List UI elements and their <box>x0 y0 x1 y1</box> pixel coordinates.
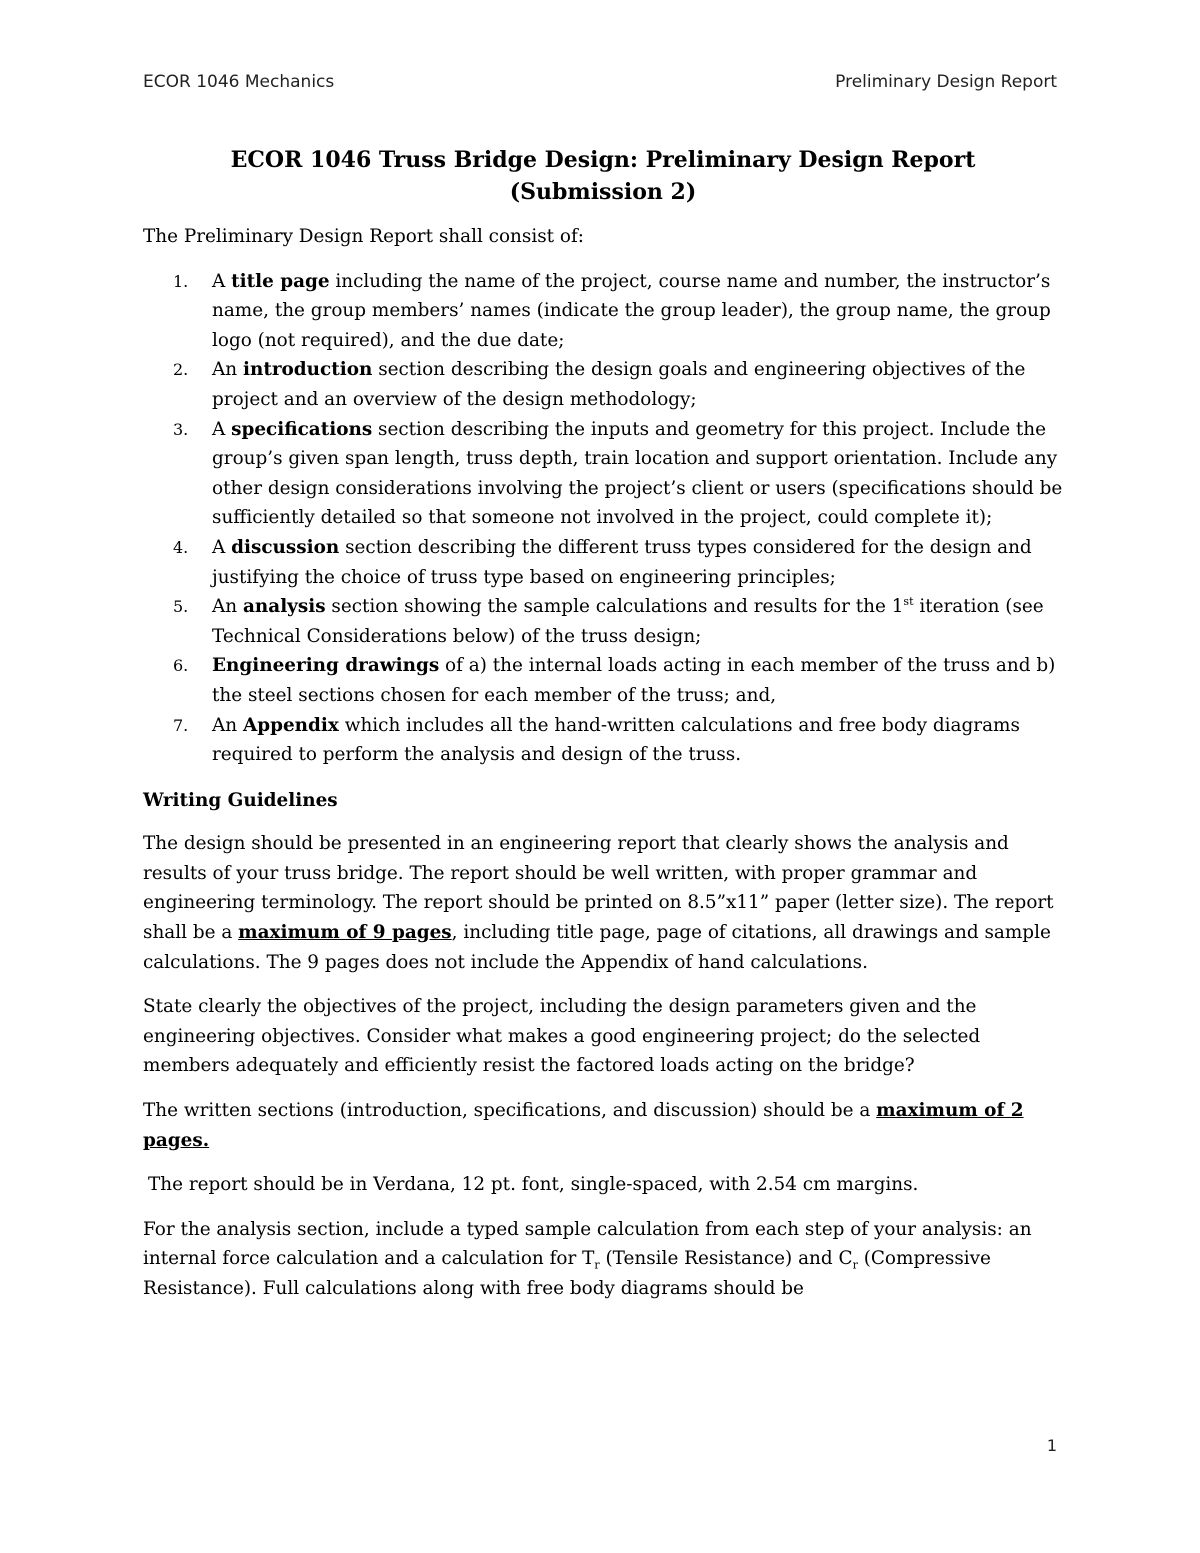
subscript-r: r <box>852 1259 858 1273</box>
requirements-list <box>143 267 1063 770</box>
list-number: 7. <box>173 715 189 735</box>
text-run: (Compressive Resistance). Full calculations along with free body diagrams should be <box>143 1248 991 1299</box>
guidelines-paragraph-3 <box>143 1096 1063 1155</box>
guidelines-paragraph-2: State clearly the objectives of the project, including the design parameters given and the engineering objectives. Consider what makes a good engineering project; do the selected members adequately and efficiently resist the factored loads acting on the bridge? <box>143 996 981 1077</box>
item-keyword: Appendix <box>242 714 339 736</box>
item-text-pre: An <box>212 596 243 618</box>
item-keyword: analysis <box>242 596 326 618</box>
list-number: 3. <box>173 419 189 439</box>
item-text-post: section showing the sample calculations and results for the 1 <box>325 596 904 618</box>
title-line-2: (Submission 2) <box>509 179 697 205</box>
item-text-post: section describing the different truss types considered for the design and justifying the choice of truss type based on engineering principles; <box>212 536 1032 588</box>
text-run: , including title page, page of citations, all drawings and sample calculations. The 9 pages does not include the Appendix of hand calculations. <box>143 922 1051 973</box>
header-course: ECOR 1046 Mechanics <box>143 72 335 92</box>
item-keyword: introduction <box>242 359 373 381</box>
list-number: 5. <box>173 597 189 617</box>
item-text-post: section describing the inputs and geometry for this project. Include the group’s given span length, truss depth, train location and support orientation. Include any other design considerations involving the project’s client or users (specifications should be sufficiently detailed so that someone not involved in the project, could complete it); <box>212 418 1063 529</box>
item-keyword: discussion <box>231 536 340 558</box>
item-text-pre: A <box>212 418 232 440</box>
document-title <box>143 144 1063 208</box>
list-item <box>143 592 1063 651</box>
item-text-pre: A <box>212 536 232 558</box>
item-text-post: including the name of the project, course name and number, the instructor’s name, the group members’ names (indicate the group leader), the group name, the group logo (not required), and the due date; <box>212 270 1051 351</box>
guidelines-paragraph-4: The report should be in Verdana, 12 pt. font, single-spaced, with 2.54 cm margins. <box>148 1174 919 1196</box>
emphasis-max-written-pages: maximum of 2 pages. <box>143 1100 1024 1151</box>
title-line-1: ECOR 1046 Truss Bridge Design: Preliminary Design Report <box>230 147 976 173</box>
text-run: For the analysis section, include a typed sample calculation from each step of your analysis: an internal force calculation and a calculation for T <box>143 1218 1032 1270</box>
list-item <box>143 533 1063 592</box>
item-text-pre: An <box>212 714 243 736</box>
list-item <box>143 355 1063 414</box>
page-number: 1 <box>1046 1436 1057 1455</box>
list-number: 2. <box>173 360 189 380</box>
emphasis-max-pages: maximum of 9 pages <box>238 922 452 944</box>
list-number: 4. <box>173 537 189 557</box>
item-text-post-2: iteration (see Technical Considerations below) of the truss design; <box>212 596 1044 647</box>
list-number: 6. <box>173 656 189 676</box>
item-keyword: Engineering drawings <box>212 655 440 677</box>
document-body <box>143 144 1063 1319</box>
text-run: The written sections (introduction, specifications, and discussion) should be a <box>143 1100 877 1122</box>
header-report-type: Preliminary Design Report <box>835 72 1057 92</box>
intro-paragraph: The Preliminary Design Report shall consist of: <box>143 226 584 247</box>
list-item <box>143 711 1063 770</box>
superscript-st: st <box>903 595 914 608</box>
section-heading-writing-guidelines: Writing Guidelines <box>143 789 338 811</box>
item-keyword: title page <box>231 270 330 292</box>
subscript-r: r <box>594 1259 600 1273</box>
item-text-post: which includes all the hand-written calculations and free body diagrams required to perform the analysis and design of the truss. <box>212 714 1020 766</box>
list-item <box>143 651 1063 710</box>
item-text-pre: A <box>212 270 232 292</box>
item-keyword: specifications <box>231 418 373 440</box>
text-run: The design should be presented in an engineering report that clearly shows the analysis and results of your truss bridge. The report should be well written, with proper grammar and engineering terminology. The report should be printed on 8.5”x11” paper (letter size). The report shall be a <box>143 833 1054 944</box>
item-text-pre: An <box>212 359 243 381</box>
text-run: (Tensile Resistance) and C <box>599 1248 853 1270</box>
item-text-post: section describing the design goals and engineering objectives of the project and an overview of the design methodology; <box>212 359 1026 410</box>
item-text-post: of a) the internal loads acting in each member of the truss and b) the steel sections chosen for each member of the truss; and, <box>212 655 1056 706</box>
guidelines-paragraph-5 <box>143 1215 1063 1304</box>
list-item <box>143 267 1063 356</box>
list-item <box>143 415 1063 533</box>
guidelines-paragraph-1 <box>143 829 1063 977</box>
list-number: 1. <box>173 271 189 291</box>
